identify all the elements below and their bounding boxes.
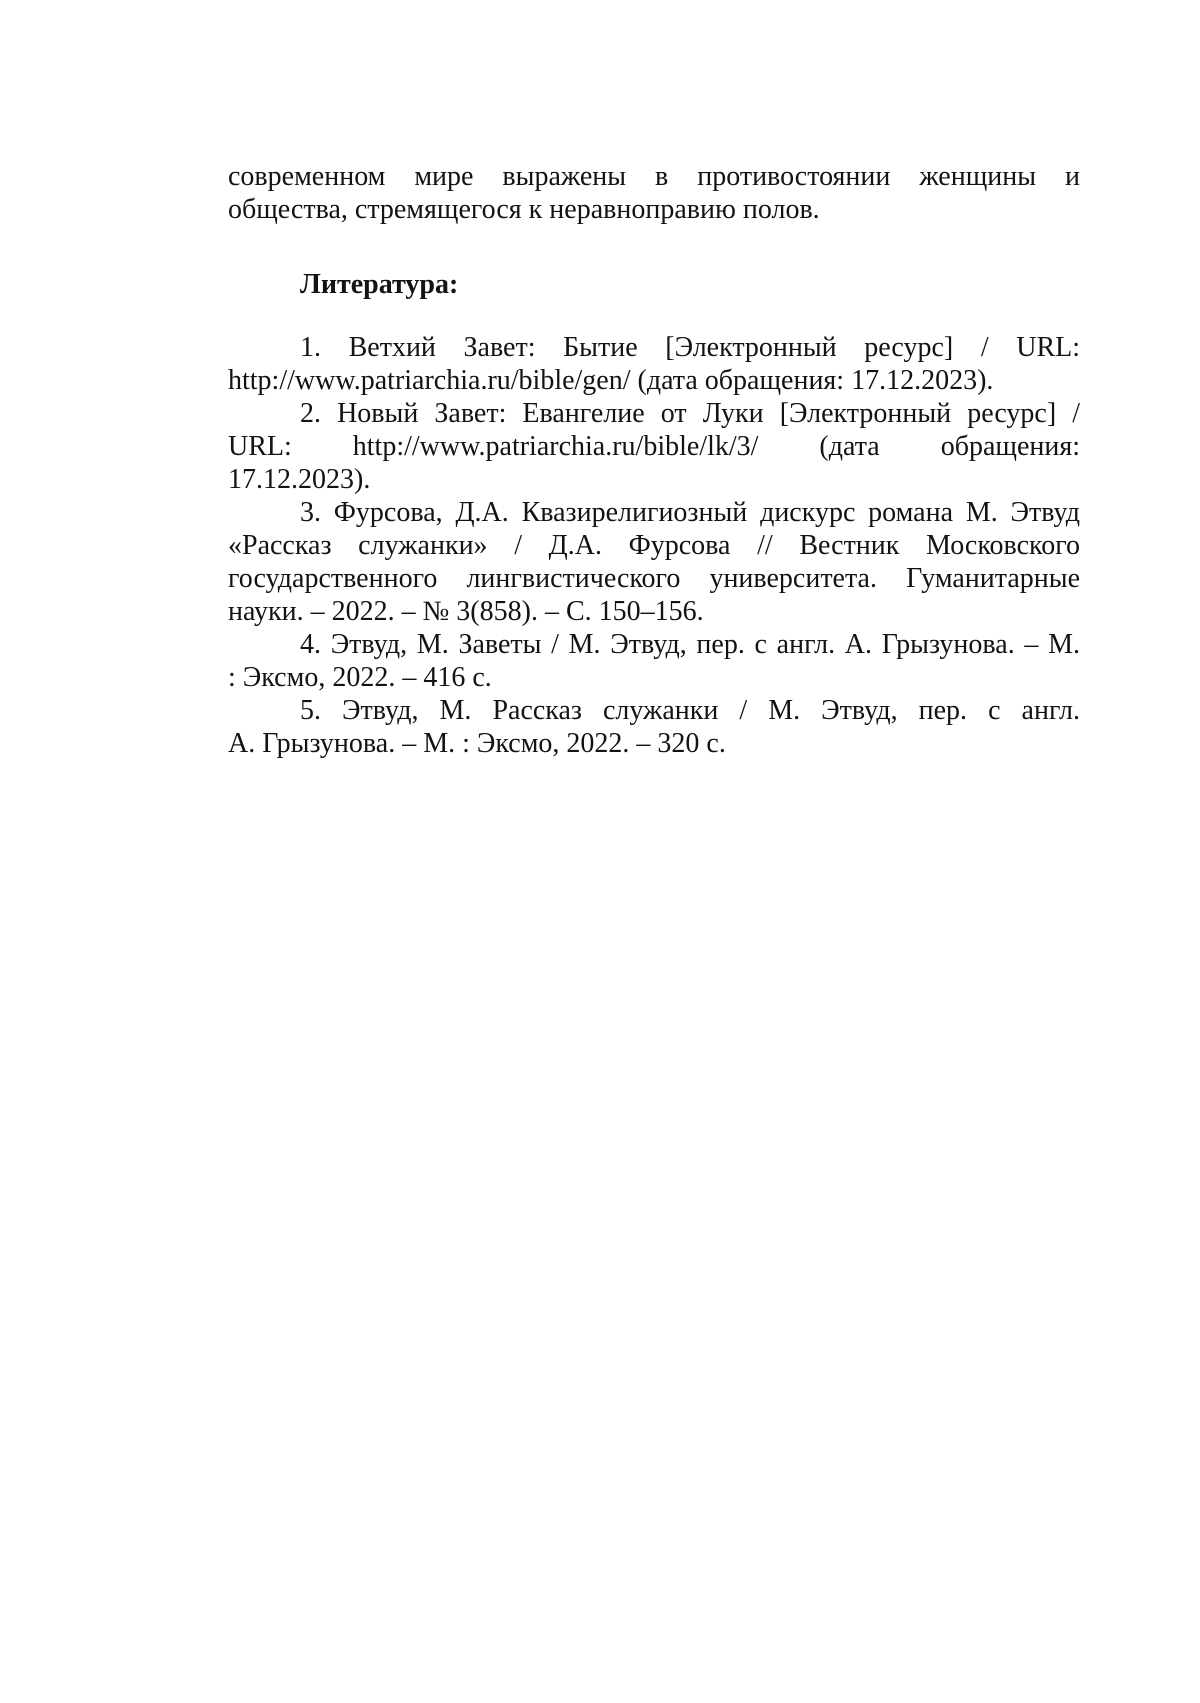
text-line: государственного лингвистического университета. Гуманитарные	[228, 563, 1080, 594]
text-line: 5. Этвуд, М. Рассказ служанки / М. Этвуд, пер. с англ.	[300, 695, 1080, 726]
text-line: 17.12.2023).	[228, 464, 371, 495]
text-line: А. Грызунова. – М. : Эксмо, 2022. – 320 с.	[228, 728, 726, 759]
reference-item	[228, 628, 1080, 694]
text-line: «Рассказ служанки» / Д.А. Фурсова // Вестник Московского	[228, 530, 1080, 561]
reference-item	[228, 331, 1080, 397]
reference-item	[228, 397, 1080, 496]
text-line: 4. Этвуд, М. Заветы / М. Этвуд, пер. с англ. А. Грызунова. – М.	[300, 629, 1080, 660]
text-line: http://www.patriarchia.ru/bible/gen/ (дата обращения: 17.12.2023).	[228, 365, 994, 396]
references-list	[228, 331, 1080, 760]
text-line: URL: http://www.patriarchia.ru/bible/lk/3/ (дата обращения:	[228, 431, 1080, 462]
intro-paragraph	[228, 160, 1080, 226]
reference-item	[228, 496, 1080, 628]
reference-item	[228, 694, 1080, 760]
text-line: общества, стремящегося к неравноправию полов.	[228, 194, 820, 225]
text-line: 3. Фурсова, Д.А. Квазирелигиозный дискурс романа М. Этвуд	[300, 497, 1080, 528]
text-line: 2. Новый Завет: Евангелие от Луки [Электронный ресурс] /	[300, 398, 1080, 429]
text-line: науки. – 2022. – № 3(858). – С. 150–156.	[228, 596, 704, 627]
text-line: 1. Ветхий Завет: Бытие [Электронный ресурс] / URL:	[300, 332, 1080, 363]
text-line: : Эксмо, 2022. – 416 с.	[228, 662, 492, 693]
text-line: современном мире выражены в противостоянии женщины и	[228, 161, 1080, 192]
literature-heading: Литература:	[300, 269, 459, 300]
